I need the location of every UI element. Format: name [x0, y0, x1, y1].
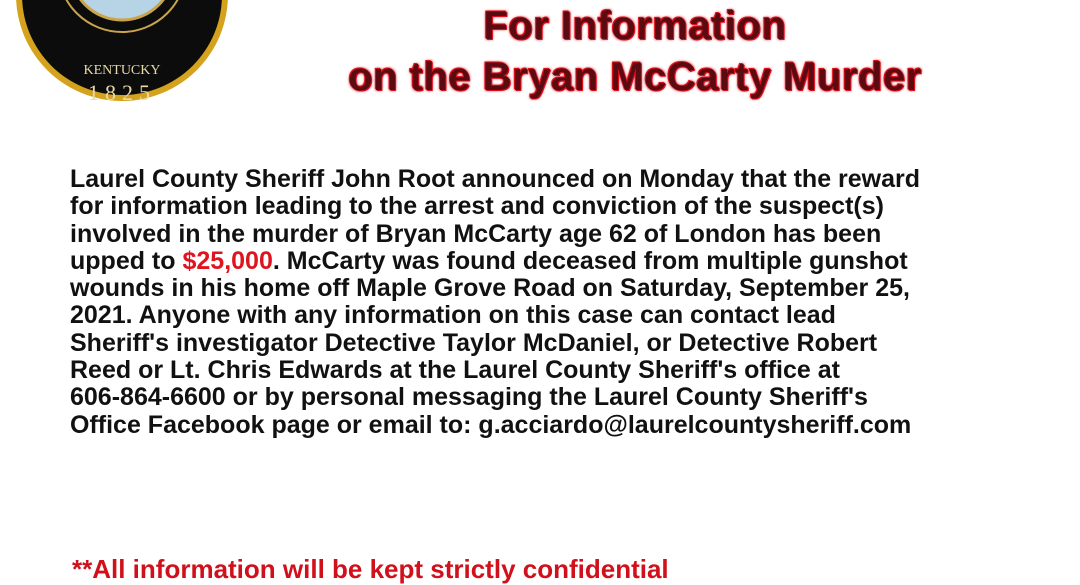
heading-line-1: For Information	[483, 4, 787, 48]
body-line: Office Facebook page or email to: g.acciardo@laurelcountysheriff.com	[70, 410, 912, 439]
body-line: 606-864-6600 or by personal messaging the Laurel County Sheriff's	[70, 383, 868, 412]
seal-year: 1825	[88, 80, 156, 105]
body-text: upped to	[70, 246, 183, 275]
seal-state: KENTUCKY	[83, 63, 161, 78]
announcement-body	[70, 166, 1060, 439]
body-line: Laurel County Sheriff John Root announced on Monday that the reward	[70, 165, 921, 193]
body-text: . McCarty was found deceased from multiple gunshot	[272, 246, 908, 275]
reward-amount: $25,000	[182, 246, 273, 275]
body-line: involved in the murder of Bryan McCarty age 62 of London has been	[70, 219, 882, 248]
body-line: 2021. Anyone with any information on this case can contact lead	[70, 301, 836, 330]
body-line: Sheriff's investigator Detective Taylor McDaniel, or Detective Robert	[70, 328, 878, 357]
body-line: wounds in his home off Maple Grove Road on Saturday, September 25,	[70, 274, 910, 303]
body-line: for information leading to the arrest and conviction of the suspect(s)	[70, 192, 884, 221]
body-line	[70, 248, 1060, 275]
confidentiality-note: **All information will be kept strictly confidential	[72, 554, 669, 584]
body-line: Reed or Lt. Chris Edwards at the Laurel County Sheriff's office at	[70, 356, 840, 385]
heading-line-2: on the Bryan McCarty Murder	[348, 55, 922, 99]
kentucky-sheriff-seal	[14, 0, 230, 110]
